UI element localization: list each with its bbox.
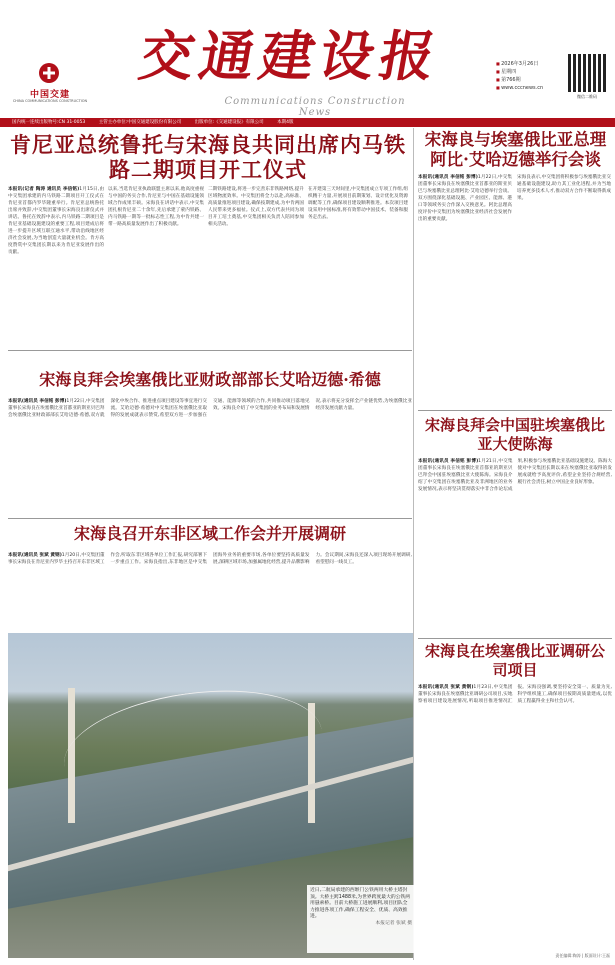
issue-website: ■ www.cccnews.cn — [496, 84, 566, 92]
info-serial: 国内统一连续出版物号:CN 31-0053 — [12, 120, 86, 125]
lead-text-2: 以来,当选肯尼亚执政联盟主席以来,他高度重视与中国的务实合作,肯尼亚与中国在基础设施领域合作成果丰硕。宋海良在讲话中表示,中交集团扎根肯尼亚二十余年,先后承建了蒙内铁路、内马铁路一期等一批标志性工程,为中肯共建一带一路高质量发展作出了积极贡献。 — [108, 187, 204, 227]
lead-text-1: 1月15日,由中交集团承建的内马铁路二期项目开工仪式在肯尼亚首都内罗毕隆重举行。肯尼亚总统鲁托出席并致辞,中交集团董事长宋海良出席仪式并讲话。鲁托在致辞中表示,内马铁路二期项目是肯尼亚基础设施建设的重要工程,项目建成后将进一步提升区域互联互通水平,带动沿线地区经济社会发展,为当地创造大量就业机会。肯方高度赞赏中交集团长期以来为肯尼亚发展作出的贡献。 — [8, 187, 104, 255]
section-divider — [418, 638, 612, 639]
lead-text-3: 二期铁路建设,将进一步完善东非铁路网络,提升区域物流效率。中交集团将全力以赴,高标准、高质量推进项目建设,确保按期建成,为中肯两国人民带来更多福祉。仪式上,双方代表共同为项目开工培土奠基,中交集团相关负责人陪同参加相关活动。 — [208, 187, 304, 227]
east-africa-text: 1月20日,中交集团董事长宋海良在肯尼亚内罗毕主持召开东非区域工作会,听取东非区域各单位工作汇报,研究部署下一步重点工作。宋海良指出,东非地区是中交集团海外业务的重要市场,各单位要坚持高质量发展,深耕区域市场,加强属地化经营,提升品牌影响力。会议期间,宋海良还深入项目现场开展调研,看望慰问一线员工。 — [8, 553, 412, 565]
section-divider — [418, 410, 612, 411]
finance-byline: 本报讯(通讯员 李信铭 彭博) — [8, 399, 67, 404]
lead-byline: 本报讯(记者 陶涛 通讯员 李信铭) — [8, 187, 80, 192]
section-divider — [8, 350, 412, 351]
newspaper-title-en: Communications Construction News — [224, 96, 406, 118]
embassy-text: 1月21日,中交集团董事长宋海良在埃塞俄比亚首都亚的斯亚贝巴拜会中国驻埃塞俄比亚大使陈海。宋海良介绍了中交集团在埃塞俄比亚及非洲地区的业务发展情况,表示将坚决贯彻落实中非合作论坛成果,积极参与埃塞俄比亚基础设施建设。陈海大使对中交集团长期以来在埃塞俄比亚取得的发展成就给予高度评价,希望企业坚持合规经营,履行社会责任,树立中国企业良好形象。 — [418, 459, 612, 492]
embassy-body — [418, 458, 612, 636]
research-body — [418, 684, 612, 949]
photo-caption — [307, 885, 415, 953]
page-footer: 责任编辑:陶涛 | 版面设计:王磊 — [555, 953, 610, 958]
qr-code-icon — [568, 54, 606, 92]
east-africa-byline: 本报讯(通讯员 张斌 黄钢) — [8, 553, 62, 558]
lead-column-4 — [308, 186, 408, 346]
embassy-headline: 宋海良拜会中国驻埃塞俄比亚大使陈海 — [424, 416, 605, 453]
research-headline: 宋海良在埃塞俄比亚调研公司项目 — [424, 642, 605, 679]
east-africa-headline: 宋海良召开东非区域工作会并开展调研 — [73, 524, 346, 543]
ccc-logo — [8, 62, 92, 106]
logo-mark-icon — [38, 62, 60, 84]
issue-info — [496, 60, 566, 92]
info-publisher: 出版单位:《交通建设报》有限公司 — [194, 120, 264, 125]
research-byline: 本报讯(通讯员 张斌 黄钢) — [418, 685, 474, 690]
right-headline: 宋海良与埃塞俄比亚总理阿比·艾哈迈德举行会谈 — [424, 130, 607, 169]
lead-column-1 — [8, 186, 104, 346]
embassy-byline: 本报讯(通讯员 李信铭 彭博) — [418, 459, 479, 464]
photo-credit: 本报记者 张斌 摄 — [375, 920, 412, 926]
finance-text: 1月22日,中交集团董事长宋海良在埃塞俄比亚首都亚的斯亚贝巴拜会埃塞俄比亚财政部部长艾哈迈德·希德,双方就深化中埃合作、推进重点项目建设等事宜进行交流。艾哈迈德·希德对中交集团在埃塞俄比亚取得的发展成就表示赞赏,希望双方进一步加强在交通、能源等领域的合作,共同推动项目落地见效。宋海良介绍了中交集团的业务布局和发展情况,表示将充分发挥全产业链优势,为埃塞俄比亚经济发展贡献力量。 — [8, 399, 412, 418]
right-byline: 本报讯(通讯员 李信铭 彭博) — [418, 175, 478, 180]
right-column-1 — [418, 174, 512, 409]
qr-caption: 微信二维码 — [577, 94, 597, 99]
section-divider — [8, 518, 412, 519]
finance-headline: 宋海良拜会埃塞俄比亚财政部部长艾哈迈德·希德 — [39, 370, 381, 389]
issue-number: ■ 第766期 — [496, 76, 566, 84]
column-divider — [413, 128, 414, 960]
right-text-2: 宋海良表示,中交集团将积极参与埃塞俄比亚交通基础设施建设,助力其工业化进程,并为当地培养更多技术人才,推动双方合作不断取得新成果。 — [517, 175, 611, 201]
info-pages: 本期4版 — [277, 120, 294, 125]
lead-column-2 — [108, 186, 204, 346]
right-text-1: 1月22日,中交集团董事长宋海良在埃塞俄比亚首都亚的斯亚贝巴与埃塞俄比亚总理阿比·艾哈迈德举行会谈。双方围绕深化基础设施、产业园区、能源、港口等领域务实合作深入交换意见。阿比总理高度评价中交集团为埃塞俄比亚经济社会发展作出的重要贡献。 — [418, 175, 512, 222]
right-column-2 — [517, 174, 611, 409]
logo-subtitle: CHINA COMMUNICATIONS CONSTRUCTION — [12, 99, 88, 103]
lead-headline: 肯尼亚总统鲁托与宋海良共同出席内马铁路二期项目开工仪式 — [10, 132, 406, 182]
publication-info-bar — [0, 118, 615, 127]
issue-date: ■ 2026年3月26日 — [496, 60, 566, 68]
info-sponsor: 主管主办单位:中国交通建设股份有限公司 — [98, 120, 182, 125]
issue-weekday: ■ 星期四 — [496, 68, 566, 76]
lead-text-4: 在开建第三天时间里,中交集团成立专项工作组,组织精干力量,开展项目前期策划、设计优化及资源调配等工作,确保项目建设顺利推进。本次项目建设采用中国标准,将有效带动中国技术、装备和服务走出去。 — [308, 187, 408, 220]
masthead — [0, 0, 615, 116]
east-africa-body — [8, 552, 412, 630]
lead-column-3 — [208, 186, 304, 346]
finance-body — [8, 398, 412, 516]
newspaper-title: 交通建设报 — [134, 24, 446, 88]
photo-caption-text: 近日,二航局承建的西堠门公铁两用大桥主塔封顶。大桥主跨1488米,为世界跨度最大的公铁两用悬索桥。目前大桥施工进展顺利,项目团队全力推进各项工作,确保工程安全、优质、高效推进。 — [310, 888, 411, 920]
logo-name: 中国交建 — [29, 90, 70, 100]
research-text: 1月23日,中交集团董事长宋海良在埃塞俄比亚调研公司项目,实地察看项目建设进展情况,听取项目推进情况汇报。宋海良强调,要坚持安全第一、质量为先,科学组织施工,确保项目按期高质量建成,以优质工程赢得业主和社会认可。 — [418, 685, 612, 704]
